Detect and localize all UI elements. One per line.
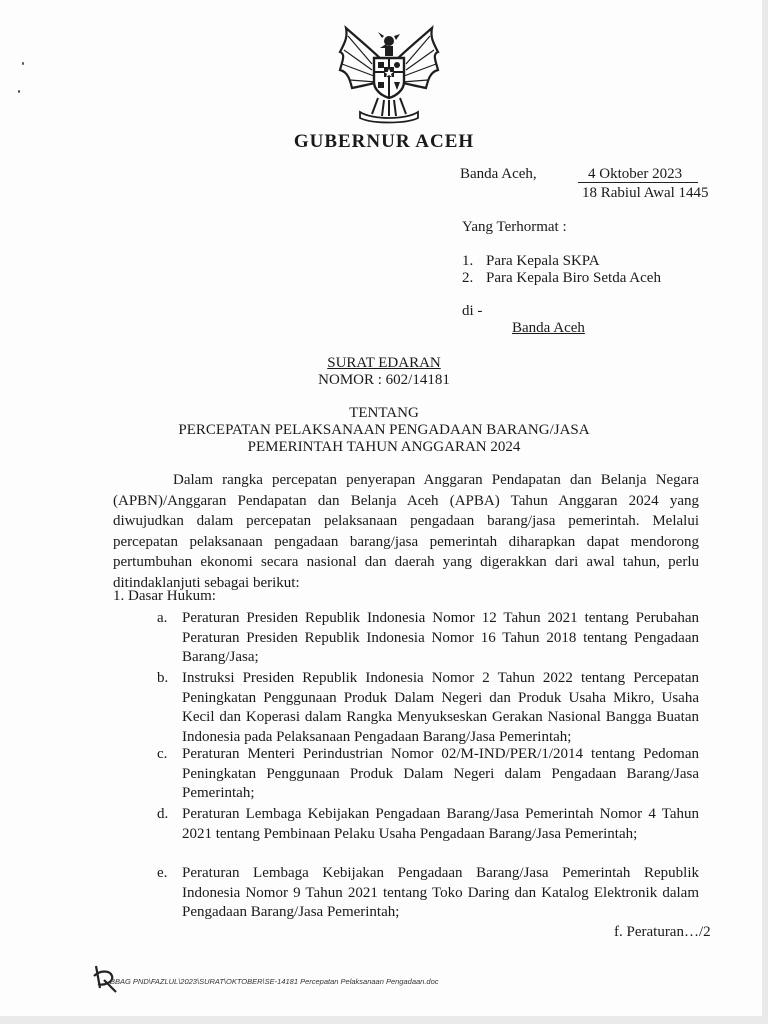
file-path: BBAG PND\FAZLUL\2023\SURAT\OKTOBER\SE-14181 Percepatan Pelaksanaan Pengadaan.doc: [110, 977, 439, 986]
di-label: di -: [462, 303, 483, 319]
list-item-label: a.: [157, 610, 168, 626]
list-item-label: d.: [157, 806, 169, 822]
list-item-text: Peraturan Menteri Perindustrian Nomor 02/M-IND/PER/1/2014 tentang Pedoman Peningkatan Penggunaan Produk Dalam Negeri dalam Pengadaan Barang/Jasa Pemerintah;: [182, 746, 699, 801]
recipient-number: 2.: [462, 270, 474, 286]
list-item-label: b.: [157, 670, 169, 686]
letterhead-title: GUBERNUR ACEH: [293, 131, 475, 152]
subject-line: PEMERINTAH TAHUN ANGGARAN 2024: [247, 439, 521, 455]
section-heading: 1. Dasar Hukum:: [113, 588, 216, 604]
scan-speck: [18, 90, 20, 93]
salutation: Yang Terhormat :: [462, 219, 567, 235]
list-item-label: e.: [157, 865, 168, 881]
scan-edge-right: [762, 0, 768, 1024]
place-date: Banda Aceh,: [460, 166, 537, 182]
recipient-number: 1.: [462, 253, 474, 269]
subject-line: PERCEPATAN PELAKSANAAN PENGADAAN BARANG/JASA: [178, 422, 590, 438]
recipient-name: Para Kepala SKPA: [486, 253, 600, 269]
list-item: [157, 669, 699, 749]
list-item-text: Peraturan Presiden Republik Indonesia Nomor 12 Tahun 2021 tentang Perubahan Peraturan Presiden Republik Indonesia Nomor 16 Tahun 2018 tentang Pengadaan Barang/Jasa;: [182, 610, 699, 665]
list-item: [157, 864, 699, 924]
list-item-label: c.: [157, 746, 168, 762]
continuation-note: f. Peraturan…/2: [614, 924, 711, 940]
garuda-pancasila-emblem-icon: [334, 24, 444, 124]
circular-number: NOMOR : 602/14181: [318, 372, 450, 388]
list-item: [157, 609, 699, 669]
recipient-name: Para Kepala Biro Setda Aceh: [486, 270, 661, 286]
intro-text: Dalam rangka percepatan penyerapan Anggaran Pendapatan dan Belanja Negara (APBN)/Anggaran Pendapatan dan Belanja Aceh (APBA) Tahun Anggaran 2024 yang diwujudkan dalam percepatan pelaksanaan pengadaan barang/jasa pemerintah. Melalui percepatan pelaksanaan pengadaan barang/jasa pemerintah diharapkan dapat mendorong pertumbuhan ekonomi secara nasional dan daerah yang digerakkan dari awal tahun, perlu ditindaklanjuti sebagai berikut:: [113, 472, 699, 591]
scan-edge-bottom: [0, 1016, 768, 1024]
list-item: [157, 745, 699, 805]
intro-paragraph: [113, 470, 699, 593]
date-gregorian: 4 Oktober 2023: [588, 166, 683, 182]
location: Banda Aceh: [512, 320, 585, 336]
list-item-text: Peraturan Lembaga Kebijakan Pengadaan Barang/Jasa Pemerintah Republik Indonesia Nomor 9 Tahun 2021 tentang Toko Daring dan Katalog Elektronik dalam Pengadaan Barang/Jasa Pemerintah;: [182, 865, 699, 920]
about-label: TENTANG: [349, 405, 419, 421]
list-item: [157, 805, 699, 865]
list-item-text: Peraturan Lembaga Kebijakan Pengadaan Barang/Jasa Pemerintah Nomor 4 Tahun 2021 tentang Pembinaan Pelaku Usaha Pengadaan Barang/Jasa Pemerintah;: [182, 806, 699, 842]
circular-heading: SURAT EDARAN: [327, 355, 441, 371]
scan-speck: [22, 62, 24, 65]
date-hijri: 18 Rabiul Awal 1445: [582, 185, 709, 201]
list-item-text: Instruksi Presiden Republik Indonesia Nomor 2 Tahun 2022 tentang Percepatan Peningkatan Penggunaan Produk Dalam Negeri dan Produk Usaha Mikro, Usaha Kecil dan Koperasi dalam Rangka Menyukseskan Gerakan Nasional Bangga Buatan Indonesia pada Pelaksanaan Pengadaan Barang/Jasa Pemerintah;: [182, 670, 699, 745]
date-divider: [578, 182, 698, 183]
